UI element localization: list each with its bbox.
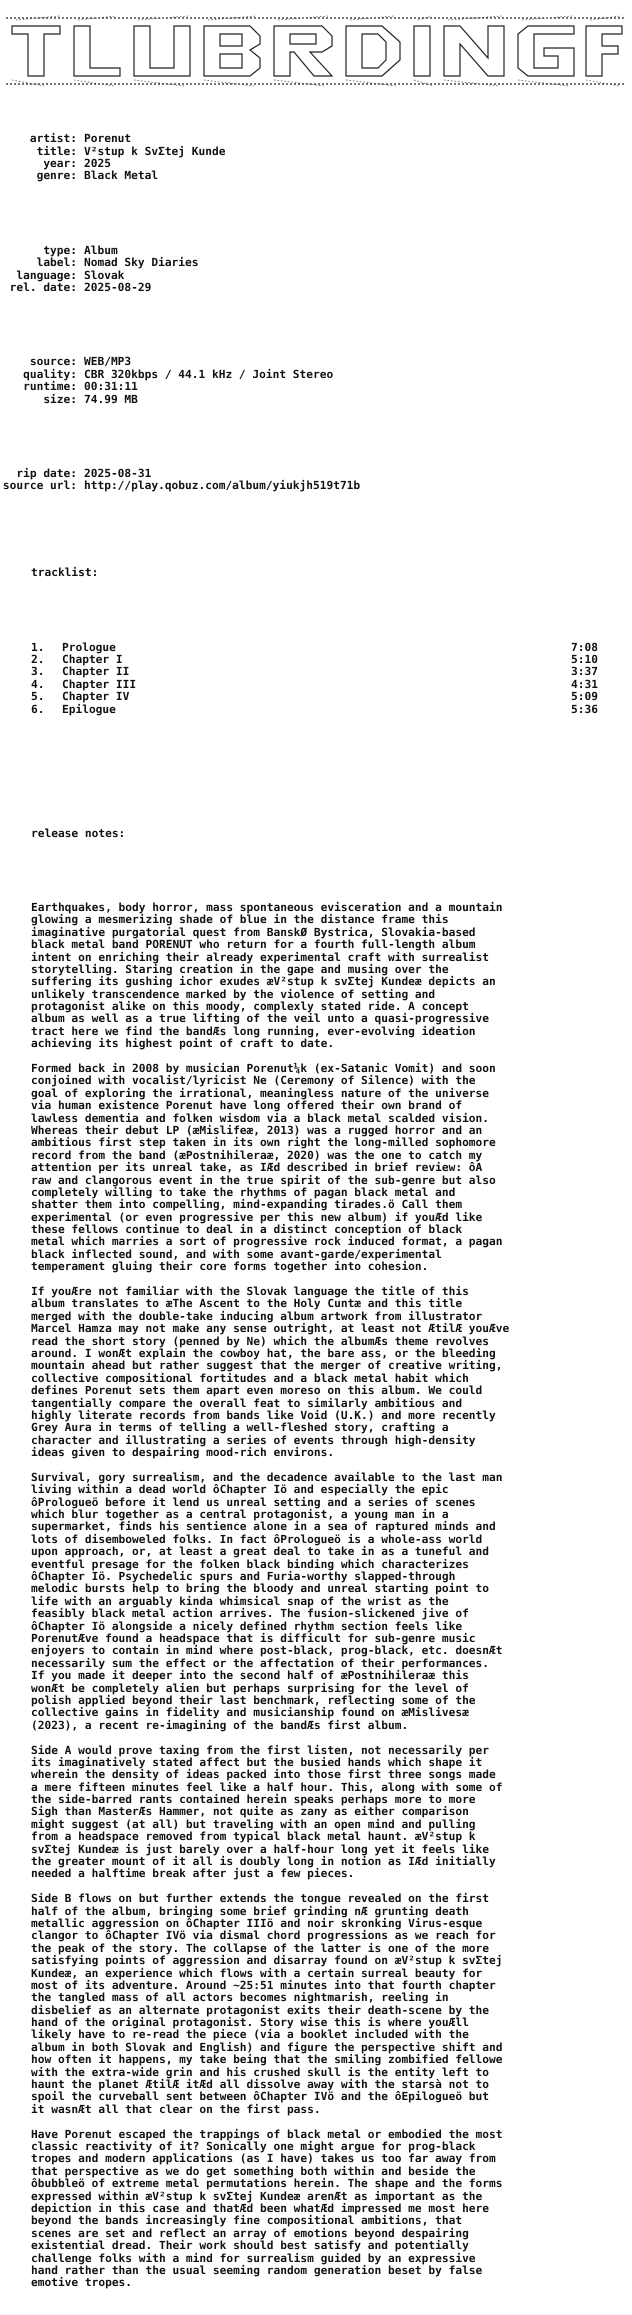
paragraph-line: polish applied beyond their last benchmark, reflecting some of the <box>31 1693 476 1707</box>
metadata-key: size: <box>43 392 77 406</box>
paragraph-line: goal of exploring the irrational, meaningless nature of the universe <box>31 1086 490 1100</box>
paragraph-line: clangor to ôChapter IVö via dismal chord progressions as we reach for <box>31 1929 496 1943</box>
metadata-block-1 <box>0 133 632 183</box>
paragraph-line: the peak of the story. The collapse of the latter is one of the more <box>31 1941 490 1955</box>
paragraph-line: Earthquakes, body horror, mass spontaneous evisceration and a mountain <box>31 900 503 914</box>
paragraph-line: conjoined with vocalist/lyricist Ne (Ceremony of Silence) with the <box>31 1074 476 1088</box>
paragraph-line: necessarily sum the effect or the affectation of their performances. <box>31 1656 490 1670</box>
paragraph-line: unlikely transcendence marked by the violence of setting and <box>31 987 436 1001</box>
paragraph-line: supermarket, finds his sentience alone in a sea of raptured minds and <box>31 1520 496 1534</box>
metadata-block-4 <box>0 468 632 493</box>
paragraph-line: the tangled mass of all actors becomes nightmarish, reeling in <box>31 1991 449 2005</box>
paragraph-line: If youÆre not familiar with the Slovak language the title of this <box>31 1285 469 1299</box>
metadata-value: Porenut <box>84 132 132 146</box>
paragraph-line: expressed within æV²stup k svΣtej Kundeæ arenÆt as important as the <box>31 2189 483 2203</box>
paragraph-line: upon approach, or, at least a great deal to take in as a tuneful and <box>31 1545 490 1559</box>
tracklist <box>0 642 632 716</box>
track-row <box>0 666 632 678</box>
release-notes <box>0 902 632 2290</box>
paragraph-line: Side B flows on but further extends the tongue revealed on the first <box>31 1892 490 1906</box>
metadata-row <box>0 257 632 269</box>
paragraph-line: attention per its unreal take, as IÆd described in brief review: ôA <box>31 1161 483 1175</box>
metadata-key: genre: <box>36 169 77 183</box>
track-number: 3. <box>31 665 45 679</box>
paragraph-line: Sigh than MasterÆs Hammer, not quite as zany as either comparison <box>31 1805 469 1819</box>
paragraph-line: (2023), a recent re-imagining of the bandÆs first album. <box>31 1718 409 1732</box>
banner-art <box>4 12 628 90</box>
paragraph-line: defines Porenut sets them apart even moreso on this album. We could <box>31 1384 483 1398</box>
paragraph-line: ideas given to despairing mood-rich environs. <box>31 1446 335 1460</box>
paragraph-line: a mere fifteen minutes feel like a half hour. This, along with some of <box>31 1780 503 1794</box>
paragraph-line: most of its adventure. Around ~25:51 minutes into that fourth chapter <box>31 1978 496 1992</box>
track-number: 5. <box>31 690 45 704</box>
paragraph-line: collective gains in fidelity and musicianship found on æMislivesæ <box>31 1706 469 1720</box>
metadata-key: type: <box>43 243 77 257</box>
paragraph-line: shatter them into compelling, mind-expanding tirades.ö Call them <box>31 1198 463 1212</box>
metadata-row <box>0 381 632 393</box>
paragraph-line: might suggest (at all) but traveling with an open mind and pulling <box>31 1817 476 1831</box>
paragraph-line: eventful presage for the folken black binding which characterizes <box>31 1557 469 1571</box>
paragraph-line: these fellows continue to deal in a distinct conception of black <box>31 1223 463 1237</box>
track-number: 4. <box>31 677 45 691</box>
paragraph-line: metal which marries a sort of progressive rock induced format, a pagan <box>31 1235 503 1249</box>
paragraph-line: raw and clangorous event in the true spirit of the sub-genre but also <box>31 1173 496 1187</box>
track-duration: 3:37 <box>571 665 598 679</box>
metadata-row <box>0 170 632 182</box>
paragraph-line: character and illustrating a series of events through high-density <box>31 1433 476 1447</box>
track-duration: 5:36 <box>571 702 598 716</box>
metadata-row <box>0 480 632 492</box>
metadata-key: source url: <box>2 479 77 493</box>
metadata-value: 2025-08-29 <box>84 280 152 294</box>
track-number: 2. <box>31 652 45 666</box>
paragraph-line: If you made it deeper into the second half of æPostnihileraæ this <box>31 1669 469 1683</box>
paragraph-line: with the extra-wide grin and his crushed skull is the entity left to <box>31 2065 490 2079</box>
paragraph-line: wonÆt be completely alien but perhaps surprising for the level of <box>31 1681 469 1695</box>
metadata-key: rel. date: <box>9 280 77 294</box>
paragraph-line: experimental (or even progressive per this new album) if youÆd like <box>31 1210 483 1224</box>
paragraph-line: its imaginatively stated affect but the busied hands which shape it <box>31 1755 483 1769</box>
paragraph-line: scenes are set and reflect an array of emotions beyond despairing <box>31 2226 469 2240</box>
release-notes-paragraph <box>0 2129 621 2290</box>
metadata-key: rip date: <box>16 466 77 480</box>
metadata-row <box>0 356 632 368</box>
paragraph-line: needed a halftime break after just a few pieces. <box>31 1867 355 1881</box>
paragraph-line: mountain ahead but rather suggest that the merger of creative writing, <box>31 1359 503 1373</box>
metadata-value: V²stup k SvΣtej Kunde <box>84 144 226 158</box>
paragraph-line: depiction in this case and thatÆd been whatÆd impressed me most here <box>31 2201 490 2215</box>
paragraph-line: record from the band (æPostnihileraæ, 2020) was the one to catch my <box>31 1148 483 1162</box>
paragraph-line: enjoyers to contain in mind where post-black, prog-black, etc. doesnÆt <box>31 1644 503 1658</box>
track-duration: 5:09 <box>571 690 598 704</box>
paragraph-line: half of the album, bringing some brief grinding nÆ grunting death <box>31 1904 469 1918</box>
metadata-value: Slovak <box>84 268 125 282</box>
paragraph-line: Formed back in 2008 by musician Porenut¼k (ex-Satanic Vomit) and soon <box>31 1062 496 1076</box>
metadata-value: Nomad Sky Diaries <box>84 256 199 270</box>
release-notes-paragraph <box>0 1063 621 1274</box>
track-title: Chapter IV <box>62 690 130 704</box>
paragraph-line: tropes and modern applications (as I have) takes us too far away from <box>31 2152 496 2166</box>
metadata-value: 2025-08-31 <box>84 466 152 480</box>
paragraph-line: hand rather than the usual seeming random generation beset by false <box>31 2263 483 2277</box>
paragraph-line: svΣtej Kundeæ is just barely over a half-hour long yet it feels like <box>31 1842 490 1856</box>
paragraph-line: black metal band PORENUT who return for a fourth full-length album <box>31 938 476 952</box>
track-title: Chapter I <box>62 652 123 666</box>
paragraph-line: highly literate records from bands like Void (U.K.) and more recently <box>31 1408 496 1422</box>
paragraph-line: existential dread. Their work should best satisfy and potentially <box>31 2239 469 2253</box>
paragraph-line: Whereas their debut LP (æMislifeæ, 2013) was a rugged horror and an <box>31 1123 483 1137</box>
release-notes-paragraph <box>0 902 621 1051</box>
paragraph-line: how often it happens, my take being that the smiling zombified fellowe <box>31 2053 503 2067</box>
paragraph-line: Side A would prove taxing from the first listen, not necessarily per <box>31 1743 490 1757</box>
paragraph-line: via human existence Porenut have long offered their own brand of <box>31 1099 463 1113</box>
release-notes-label: release notes: <box>31 826 126 840</box>
metadata-value: 2025 <box>84 157 111 170</box>
paragraph-line: challenge folks with a mind for surrealism guided by an expressive <box>31 2251 476 2265</box>
metadata-key: title: <box>36 144 77 158</box>
paragraph-line: it wasnÆt all that clear on the first pass. <box>31 2102 321 2116</box>
track-number: 1. <box>31 640 45 654</box>
release-notes-paragraph <box>0 1893 621 2116</box>
track-row <box>0 691 632 703</box>
metadata-key: year: <box>43 157 77 170</box>
paragraph-line: achieving its highest point of craft to date. <box>31 1037 335 1051</box>
metadata-row <box>0 282 632 294</box>
metadata-value: CBR 320kbps / 44.1 kHz / Joint Stereo <box>84 367 334 381</box>
paragraph-line: storytelling. Staring creation in the gape and musing over the <box>31 962 449 976</box>
track-duration: 4:31 <box>571 677 598 691</box>
paragraph-line: life with an arguably kinda whimsical snap of the wrist as the <box>31 1594 449 1608</box>
paragraph-line: ambitious first step taken in its own right the long-milled sophomore <box>31 1136 496 1150</box>
paragraph-line: ôbubbleö of extreme metal permutations herein. The shape and the forms <box>31 2177 503 2191</box>
track-number: 6. <box>31 702 45 716</box>
paragraph-line: completely willing to take the rhythms of pagan black metal and <box>31 1185 456 1199</box>
paragraph-line: album as well as a true lifting of the veil unto a quasi-progressive <box>31 1012 490 1026</box>
track-duration: 5:10 <box>571 652 598 666</box>
metadata-key: quality: <box>23 367 77 381</box>
paragraph-line: around. I wonÆt explain the cowboy hat, the bare ass, or the bleeding <box>31 1347 496 1360</box>
paragraph-line: suffering its gushing ichor exudes æV²stup k svΣtej Kundeæ depicts an <box>31 975 496 989</box>
metadata-value: 74.99 MB <box>84 392 138 406</box>
paragraph-line: read the short story (penned by Ne) which the albumÆs theme revolves <box>31 1334 490 1348</box>
paragraph-line: Grey Aura in terms of telling a well-fleshed story, crafting a <box>31 1421 449 1435</box>
paragraph-line: living within a dead world ôChapter Iö and especially the epic <box>31 1483 449 1497</box>
metadata-value: http://play.qobuz.com/album/yiukjh519t71b <box>84 479 361 493</box>
paragraph-line: haunt the planet ÆtilÆ itÆd all dissolve away with the starsà not to <box>31 2078 490 2092</box>
release-notes-paragraph <box>0 1286 621 1459</box>
metadata-key: source: <box>29 355 77 369</box>
paragraph-line: feasibly black metal action arrives. The fusion-slickened jive of <box>31 1607 469 1621</box>
metadata-row <box>0 394 632 406</box>
track-row <box>0 704 632 716</box>
release-notes-paragraph <box>0 1472 621 1732</box>
paragraph-line: hand of the original protagonist. Story wise this is where youÆll <box>31 2016 469 2030</box>
release-notes-paragraph <box>0 1745 621 1881</box>
paragraph-line: spoil the curveball sent between ôChapter IVö and the ôEpilogueö but <box>31 2090 490 2104</box>
paragraph-line: lawless dementia and folken wisdom via a black metal scalded vision. <box>31 1111 490 1125</box>
paragraph-line: PorenutÆve found a headspace that is difficult for sub-genre music <box>31 1631 476 1645</box>
paragraph-line: glowing a mesmerizing shade of blue in the distance frame this <box>31 913 449 927</box>
paragraph-line: album translates to æThe Ascent to the Holy Cuntæ and this title <box>31 1297 463 1311</box>
metadata-block-3 <box>0 356 632 406</box>
paragraph-line: emotive tropes. <box>31 2276 133 2290</box>
paragraph-line: tangentially compare the overall feat to similarly ambitious and <box>31 1396 463 1410</box>
track-title: Prologue <box>62 640 116 654</box>
metadata-key: artist: <box>29 132 77 146</box>
tracklist-label: tracklist: <box>31 566 99 580</box>
paragraph-line: protagonist alike on this moody, complexly stated ride. A concept <box>31 1000 469 1014</box>
paragraph-line: ôPrologueö before it lend us unreal setting and a series of scenes <box>31 1495 476 1509</box>
paragraph-line: Kundeæ, an experience which flows with a certain surreal beauty for <box>31 1966 483 1980</box>
paragraph-line: lots of disemboweled folks. In fact ôPrologueö is a whole-ass world <box>31 1532 483 1546</box>
paragraph-line: metallic aggression on ôChapter IIIö and noir skronking Virus-esque <box>31 1916 483 1930</box>
paragraph-line: intent on enriching their already experimental craft with surrealist <box>31 950 490 964</box>
metadata-value: 00:31:11 <box>84 380 138 394</box>
paragraph-line: disbelief as an alternate protagonist exits their death-scene by the <box>31 2003 490 2017</box>
paragraph-line: Have Porenut escaped the trappings of black metal or embodied the most <box>31 2127 503 2141</box>
paragraph-line: temperament gluing their core forms together into cohesion. <box>31 1260 429 1274</box>
metadata-key: language: <box>16 268 77 282</box>
paragraph-line: wherein the density of ideas packed into those first three songs made <box>31 1768 496 1782</box>
paragraph-line: classic reactivity of it? Sonically one might argue for prog-black <box>31 2140 476 2153</box>
metadata-value: Album <box>84 243 118 257</box>
track-title: Chapter II <box>62 665 130 679</box>
metadata-block-2 <box>0 245 632 295</box>
nfo-text <box>0 96 632 2315</box>
metadata-key: label: <box>36 256 77 270</box>
paragraph-line: black inflected sound, and with some avant-garde/experimental <box>31 1247 442 1261</box>
paragraph-line: ôChapter Iö alongside a nicely defined rhythm section feels like <box>31 1619 463 1633</box>
track-title: Epilogue <box>62 702 116 716</box>
paragraph-line: beyond the bands increasingly fine compositional ambitions, that <box>31 2214 463 2228</box>
paragraph-line: album in both Slovak and English) and figure the perspective shift and <box>31 2040 503 2054</box>
metadata-row <box>0 133 632 145</box>
track-duration: 7:08 <box>571 640 598 654</box>
paragraph-line: melodic bursts help to bring the bloody and unreal starting point to <box>31 1582 490 1596</box>
paragraph-line: Survival, gory surrealism, and the decadence available to the last man <box>31 1470 503 1484</box>
track-title: Chapter III <box>62 677 137 691</box>
paragraph-line: from a headspace removed from typical black metal haunt. æV²stup k <box>31 1830 476 1844</box>
paragraph-line: that perspective as we do get something both within and beside the <box>31 2164 476 2178</box>
paragraph-line: tract here we find the bandÆs long running, ever-evolving ideation <box>31 1024 476 1038</box>
metadata-value: Black Metal <box>84 169 159 183</box>
paragraph-line: the side-barred rants contained herein speaks perhaps more to more <box>31 1793 476 1807</box>
paragraph-line: collective compositional fortitudes and a black metal habit which <box>31 1371 469 1385</box>
metadata-key: runtime: <box>23 380 77 394</box>
paragraph-line: imaginative purgatorial quest from BanskØ Bystrica, Slovakia-based <box>31 925 476 939</box>
paragraph-line: ôChapter Iö. Psychedelic spurs and Furia-worthy slapped-through <box>31 1570 456 1584</box>
paragraph-line: which blur together as a central protagonist, a young man in a <box>31 1508 449 1522</box>
paragraph-line: Marcel Hamza may not make any sense outright, at least not ÆtilÆ youÆve <box>31 1322 510 1336</box>
paragraph-line: satisfying points of aggression and disarray found on æV²stup k svΣtej <box>31 1954 503 1968</box>
paragraph-line: the greater mount of it all is doubly long in notion as IÆd initially <box>31 1855 496 1869</box>
metadata-value: WEB/MP3 <box>84 355 132 369</box>
paragraph-line: merged with the double-take inducing album artwork from illustrator <box>31 1309 483 1323</box>
paragraph-line: likely have to re-read the piece (via a booklet included with the <box>31 2028 469 2042</box>
ascii-banner-logo <box>4 12 628 90</box>
